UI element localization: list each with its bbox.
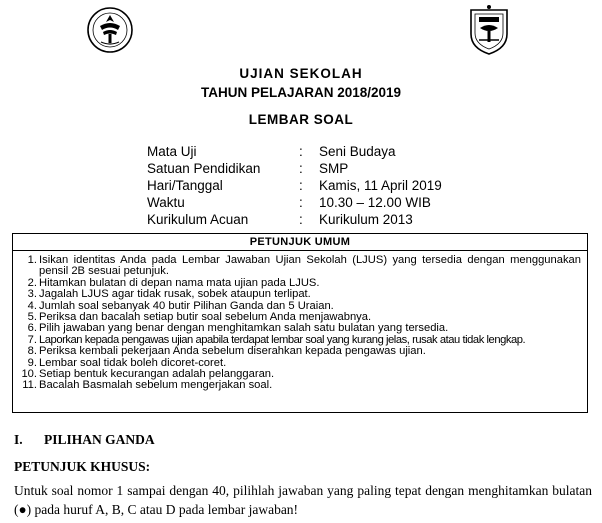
instruction-text: Periksa kembali pekerjaan Anda sebelum diserahkan kepada pengawas ujian. (39, 345, 426, 358)
instruction-number: 8. (27, 345, 37, 358)
instruction-number: 11. (22, 379, 37, 392)
instruction-number: 9. (27, 356, 37, 369)
instruction-item (21, 289, 581, 300)
instruction-text: Laporkan kepada pengawas ujian apabila terdapat lembar soal yang kurang jelas, rusak atau tidak lengkap. (39, 333, 526, 346)
info-row-subject (147, 143, 442, 160)
instruction-number: 2. (27, 276, 37, 289)
instruction-text: Setiap bentuk kecurangan adalah pelanggaran. (39, 368, 275, 381)
instruction-number: 3. (27, 288, 37, 301)
instruction-text: Jumlah soal sebanyak 40 butir Pilihan Ganda dan 5 Uraian. (39, 299, 334, 312)
instruction-number: 5. (27, 311, 37, 324)
info-row-school-level (147, 160, 442, 177)
info-colon: : (299, 178, 303, 193)
section-heading (14, 432, 155, 448)
info-row-curriculum (147, 211, 442, 228)
info-label: Mata Uji (147, 144, 197, 159)
instruction-number: 4. (27, 299, 37, 312)
instruction-text: Bacalah Basmalah sebelum mengerjakan soal. (39, 379, 273, 392)
section-title: PILIHAN GANDA (44, 432, 155, 447)
info-value: SMP (319, 161, 349, 176)
instruction-number: 7. (27, 333, 37, 346)
instruction-text: Pilih jawaban yang benar dengan menghitamkan salah satu bulatan yang tersedia. (39, 322, 449, 335)
section-number: I. (14, 432, 23, 447)
info-row-time (147, 194, 442, 211)
general-instructions-list (13, 251, 587, 392)
info-colon: : (299, 144, 303, 159)
info-colon: : (299, 161, 303, 176)
info-label: Hari/Tanggal (147, 178, 223, 193)
exam-title: UJIAN SEKOLAH (239, 66, 363, 81)
instruction-text: Jagalah LJUS agar tidak rusak, sobek ataupun terlipat. (39, 288, 311, 301)
instruction-number: 6. (27, 322, 37, 335)
info-value: Kamis, 11 April 2019 (319, 178, 442, 193)
info-label: Kurikulum Acuan (147, 212, 249, 227)
info-row-date (147, 177, 442, 194)
info-label: Waktu (147, 195, 185, 210)
regional-coat-of-arms-icon (466, 4, 512, 56)
academic-year-title: TAHUN PELAJARAN 2018/2019 (200, 85, 402, 100)
exam-info (147, 143, 442, 228)
instruction-text: Lembar soal tidak boleh dicoret-coret. (39, 356, 227, 369)
general-instructions-heading: PETUNJUK UMUM (13, 234, 587, 251)
info-colon: : (299, 212, 303, 227)
info-label: Satuan Pendidikan (147, 161, 261, 176)
info-value: 10.30 – 12.00 WIB (319, 195, 431, 210)
instruction-number: 10. (21, 368, 37, 381)
info-value: Seni Budaya (319, 144, 396, 159)
instruction-text: Periksa dan bacalah setiap butir soal sebelum Anda menjawabnya. (39, 311, 372, 324)
sheet-title: LEMBAR SOAL (248, 112, 354, 127)
general-instructions-box (12, 233, 588, 413)
special-instructions-text: Untuk soal nomor 1 sampai dengan 40, pilihlah jawaban yang paling tepat dengan menghitamkan bulatan (●) pada huruf A, B, C atau D pada lembar jawaban! (14, 483, 592, 517)
instruction-text: Isikan identitas Anda pada Lembar Jawaban Ujian Sekolah (LJUS) yang tersedia dengan menggunakan pensil 2B sesuai petunjuk. (39, 254, 581, 278)
instruction-number: 1. (27, 254, 37, 266)
info-value: Kurikulum 2013 (319, 212, 413, 227)
info-colon: : (299, 195, 303, 210)
instruction-item (21, 380, 581, 391)
instruction-text: Hitamkan bulatan di depan nama mata ujian pada LJUS. (39, 276, 320, 289)
instruction-item (21, 255, 581, 278)
special-instructions-heading: PETUNJUK KHUSUS: (14, 459, 151, 474)
tut-wuri-handayani-emblem-icon (86, 6, 134, 54)
instruction-item (21, 346, 581, 357)
